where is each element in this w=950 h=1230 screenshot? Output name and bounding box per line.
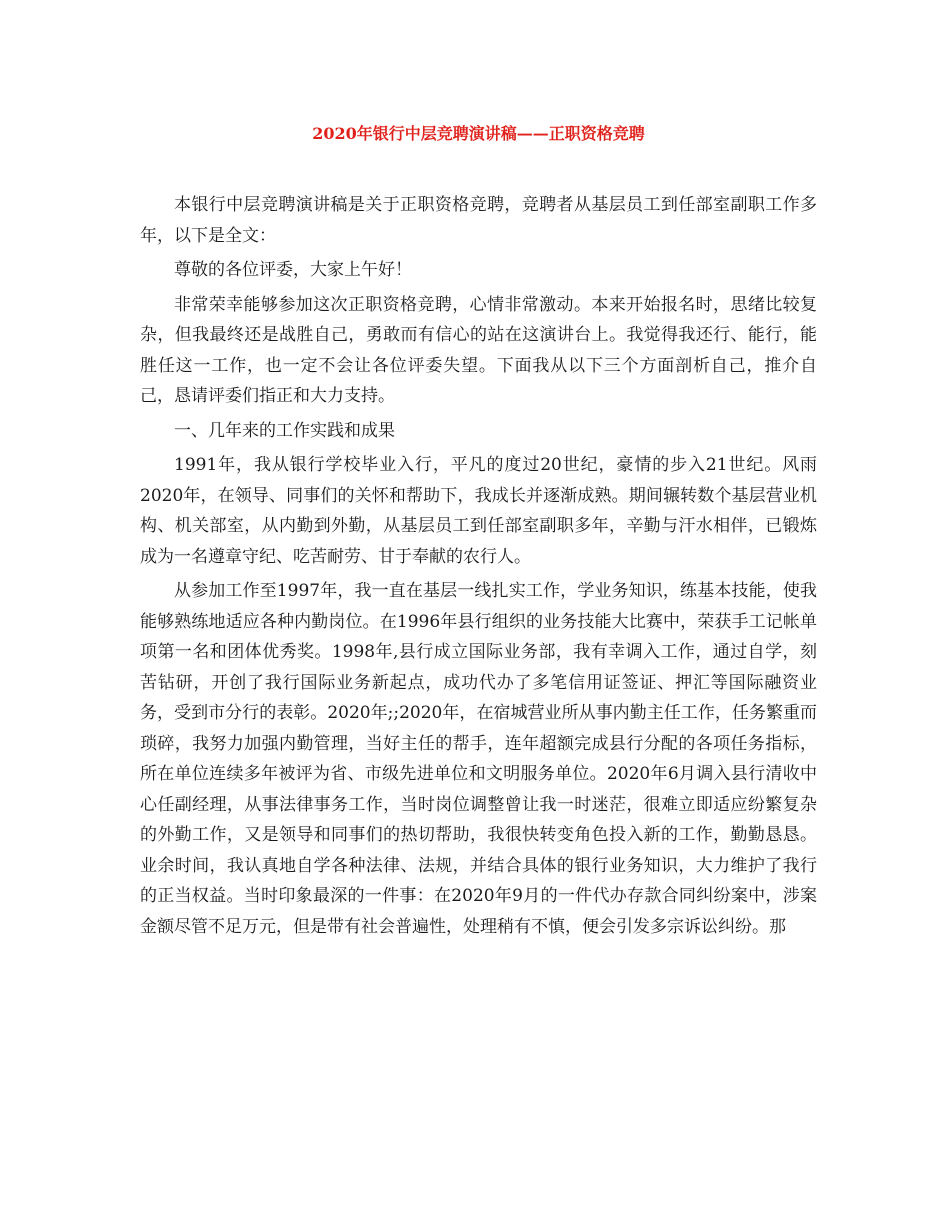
paragraph-opening: 非常荣幸能够参加这次正职资格竞聘，心情非常激动。本来开始报名时，思绪比较复杂，但我最终还是战胜自己，勇敢而有信心的站在这演讲台上。我觉得我还行、能行，能胜任这一工作，也一定不会让各位评委失望。下面我从以下三个方面剖析自己，推介自己，恳请评委们指正和大力支持。 <box>140 294 817 406</box>
section-heading-1: 一、几年来的工作实践和成果 <box>174 420 395 441</box>
paragraph-greeting: 尊敬的各位评委，大家上午好！ <box>174 260 412 280</box>
paragraph-career-start: 1991年，我从银行学校毕业入行，平凡的度过20世纪，豪情的步入21世纪。风雨2020年，在领导、同事们的关怀和帮助下，我成长并逐渐成熟。期间辗转数个基层营业机构、机关部室，从内勤到外勤，从基层员工到任部室副职多年，辛勤与汗水相伴，已锻炼成为一名遵章守纪、吃苦耐劳、甘于奉献的农行人。 <box>140 455 817 567</box>
document-title: 2020年银行中层竞聘演讲稿——正职资格竞聘 <box>312 124 645 143</box>
paragraph-intro: 本银行中层竞聘演讲稿是关于正职资格竞聘，竞聘者从基层员工到任部室副职工作多年，以下是全文： <box>140 195 817 246</box>
paragraph-career-detail: 从参加工作至1997年，我一直在基层一线扎实工作，学业务知识，练基本技能，使我能够熟练地适应各种内勤岗位。在1996年县行组织的业务技能大比赛中，荣获手工记帐单项第一名和团体优秀奖。1998年,县行成立国际业务部，我有幸调入工作，通过自学，刻苦钻研，开创了我行国际业务新起点，成功代办了多笔信用证签证、押汇等国际融资业务，受到市分行的表彰。2020年;;2020年，在宿城营业所从事内勤主任工作，任务繁重而琐碎，我努力加强内勤管理，当好主任的帮手，连年超额完成县行分配的各项任务指标，所在单位连续多年被评为省、市级先进单位和文明服务单位。2020年6月调入县行清收中心任副经理，从事法律事务工作，当时岗位调整曾让我一时迷茫，很难立即适应纷繁复杂的外勤工作，又是领导和同事们的热切帮助，我很快转变角色投入新的工作，勤勤恳恳。业余时间，我认真地自学各种法律、法规，并结合具体的银行业务知识，大力维护了我行的正当权益。当时印象最深的一件事：在2020年9月的一件代办存款合同纠纷案中，涉案金额尽管不足万元，但是带有社会普遍性，处理稍有不慎，便会引发多宗诉讼纠纷。那 <box>140 581 817 937</box>
document-body <box>140 190 817 942</box>
